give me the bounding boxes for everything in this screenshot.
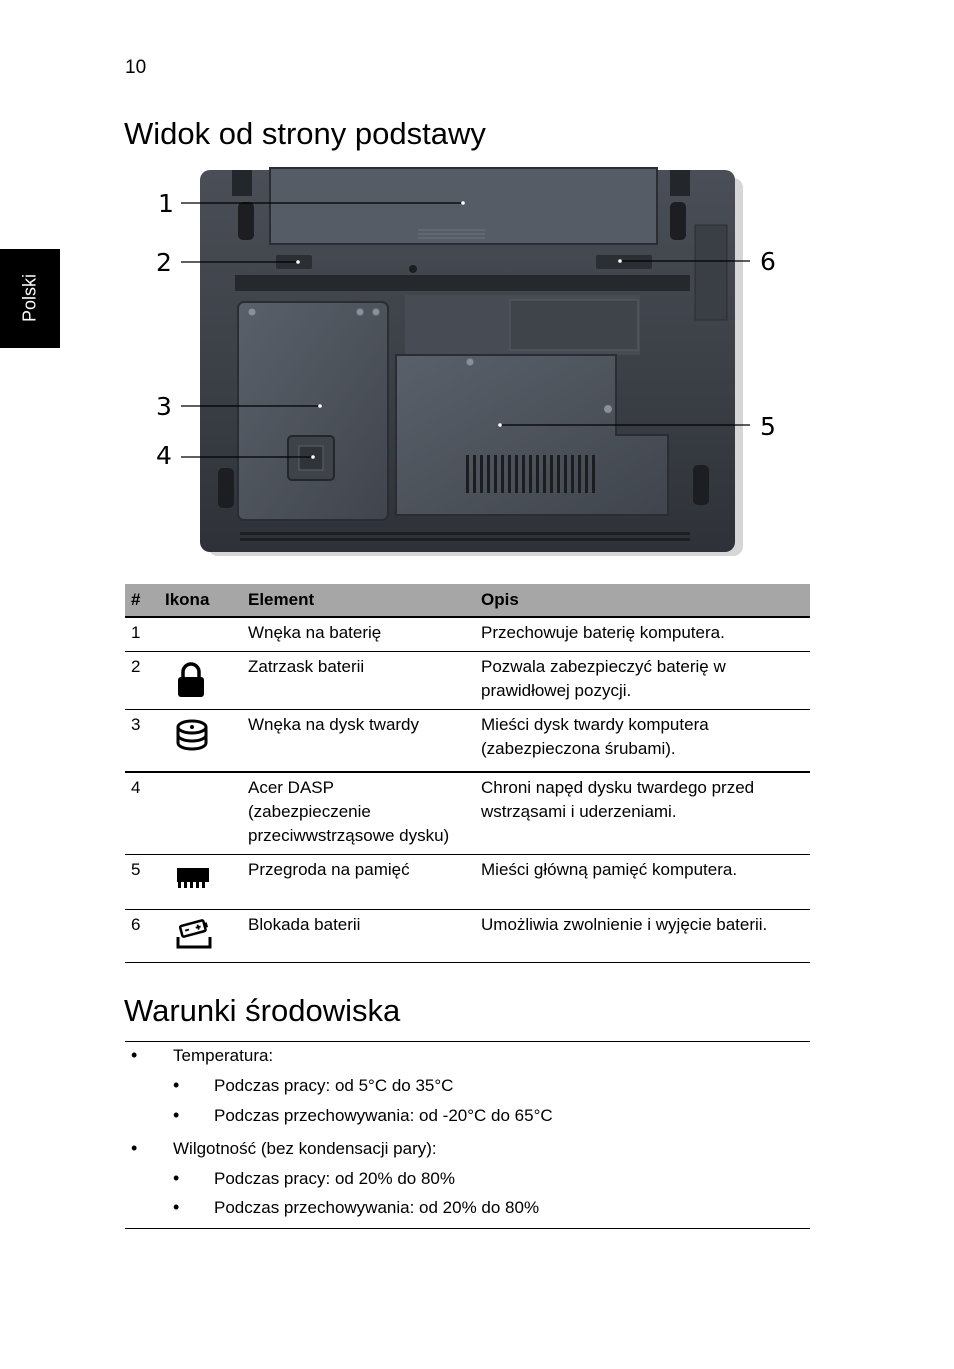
table-header-row xyxy=(125,584,810,617)
row-element: Wnęka na dysk twardy xyxy=(242,710,475,773)
bullet: • xyxy=(131,1138,138,1158)
battery-lock xyxy=(596,255,652,269)
row-num: 2 xyxy=(125,652,159,710)
laptop-bottom-svg xyxy=(150,160,790,560)
laptop-bottom-illustration xyxy=(150,160,790,560)
list-subitem: Podczas przechowywania: od -20°C do 65°C xyxy=(214,1106,553,1125)
table-row xyxy=(125,652,810,710)
table-row xyxy=(125,855,810,910)
row-icon xyxy=(159,910,242,963)
list-item-temperature: Temperatura: xyxy=(173,1046,274,1065)
row-icon xyxy=(159,855,242,910)
table-row xyxy=(125,617,810,652)
row-description: Mieści dysk twardy komputera (zabezpieczona śrubami). xyxy=(475,710,810,773)
battery-bay xyxy=(270,168,657,244)
table-row xyxy=(125,772,810,855)
table-row xyxy=(125,710,810,773)
header-element: Element xyxy=(242,584,475,617)
row-element: Zatrzask baterii xyxy=(242,652,475,710)
callout-6: 6 xyxy=(760,247,776,276)
section-title-environment: Warunki środowiska xyxy=(124,993,401,1028)
row-description: Chroni napęd dysku twardego przed wstrząsami i uderzeniami. xyxy=(475,772,810,855)
row-num: 6 xyxy=(125,910,159,963)
header-icon: Ikona xyxy=(159,584,242,617)
callout-1: 1 xyxy=(158,189,174,218)
callout-5: 5 xyxy=(760,412,776,441)
parts-table xyxy=(125,584,810,963)
row-element: Blokada baterii xyxy=(242,910,475,963)
row-icon xyxy=(159,652,242,710)
table-row xyxy=(125,910,810,963)
row-description: Przechowuje baterię komputera. xyxy=(475,617,810,652)
row-num: 5 xyxy=(125,855,159,910)
row-element: Przegroda na pamięć xyxy=(242,855,475,910)
row-num: 1 xyxy=(125,617,159,652)
hdd-panel xyxy=(238,302,388,520)
row-icon xyxy=(159,710,242,773)
callout-2: 2 xyxy=(156,248,172,277)
environment-list xyxy=(125,1041,810,1229)
row-description: Pozwala zabezpieczyć baterię w prawidłowej pozycji. xyxy=(475,652,810,710)
bullet: • xyxy=(173,1168,180,1188)
callout-3: 3 xyxy=(156,392,172,421)
header-num: # xyxy=(125,584,159,617)
list-item-humidity: Wilgotność (bez kondensacji pary): xyxy=(173,1139,437,1158)
language-side-tab xyxy=(0,249,60,348)
lock-icon xyxy=(175,661,207,699)
bullet: • xyxy=(173,1197,180,1217)
section-title-bottom-view: Widok od strony podstawy xyxy=(124,116,486,151)
row-num: 3 xyxy=(125,710,159,773)
list-subitem: Podczas pracy: od 5°C do 35°C xyxy=(214,1076,454,1095)
list-subitem: Podczas przechowywania: od 20% do 80% xyxy=(214,1198,540,1217)
battery-release-icon xyxy=(175,919,213,951)
callout-4: 4 xyxy=(156,441,172,470)
row-description: Umożliwia zwolnienie i wyjęcie baterii. xyxy=(475,910,810,963)
memory-icon xyxy=(175,864,211,890)
row-element: Wnęka na baterię xyxy=(242,617,475,652)
row-icon xyxy=(159,617,242,652)
bullet: • xyxy=(131,1045,138,1065)
language-tab-label: Polski xyxy=(19,273,40,323)
row-description: Mieści główną pamięć komputera. xyxy=(475,855,810,910)
page-number: 10 xyxy=(125,57,147,78)
list-subitem: Podczas pracy: od 20% do 80% xyxy=(214,1169,455,1188)
row-num: 4 xyxy=(125,772,159,855)
hard-disk-icon xyxy=(175,719,209,755)
row-icon xyxy=(159,772,242,855)
bullet: • xyxy=(173,1105,180,1125)
bullet: • xyxy=(173,1075,180,1095)
row-element: Acer DASP (zabezpieczenie przeciwwstrząsowe dysku) xyxy=(242,772,475,855)
header-description: Opis xyxy=(475,584,810,617)
